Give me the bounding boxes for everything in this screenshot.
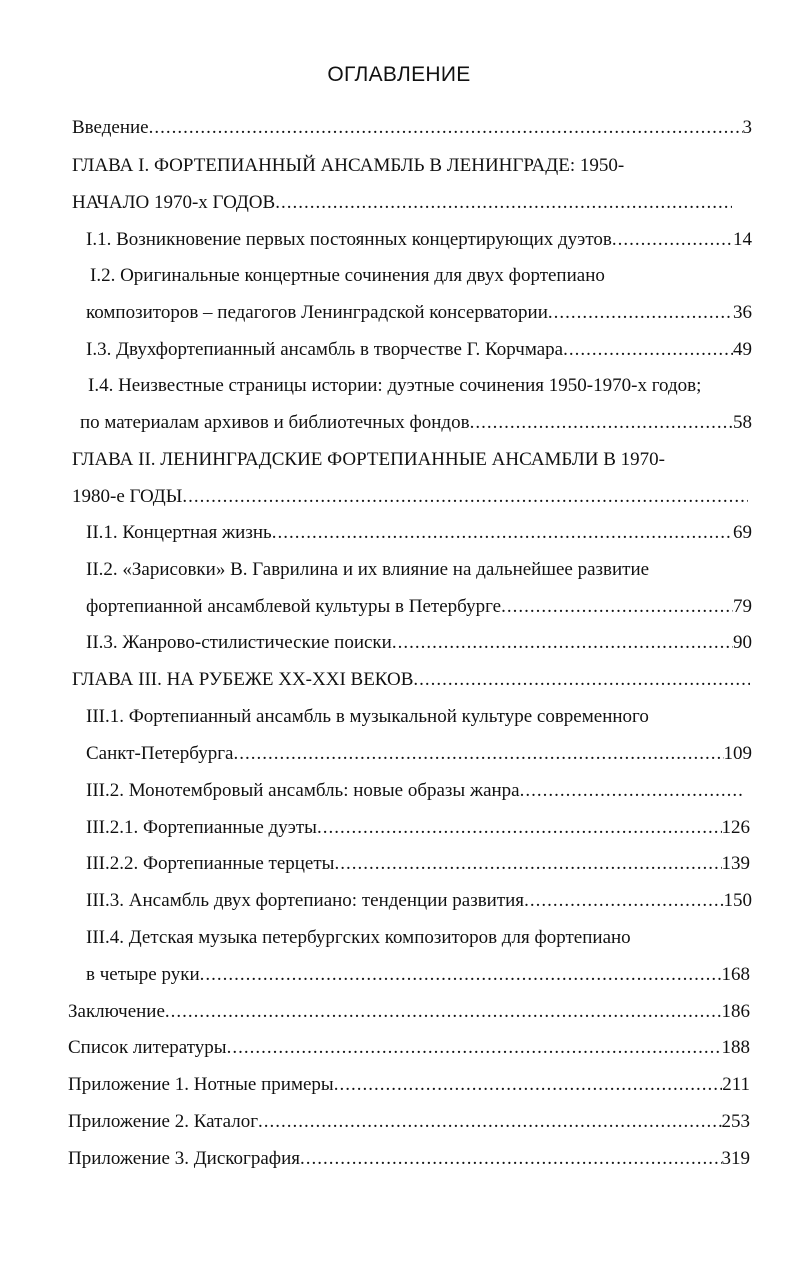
toc-section-2-2 (86, 557, 752, 583)
toc-entry-text: I.1. Возникновение первых постоянных концертирующих дуэтов (86, 229, 612, 250)
toc-entry-text: Список литературы (68, 1037, 227, 1058)
toc-chapter-1-heading-cont (72, 190, 732, 216)
dot-leader (413, 667, 750, 693)
toc-section-3-1 (86, 704, 752, 730)
toc-entry-text: в четыре руки (86, 964, 200, 985)
dot-leader (227, 1035, 722, 1061)
toc-page-number: 188 (721, 1037, 750, 1058)
toc-entry-text: Приложение 3. Дискография (68, 1148, 300, 1169)
toc-page-number: 319 (721, 1148, 750, 1169)
toc-section-1-2-cont (86, 300, 752, 326)
toc-section-2-2-cont (86, 594, 752, 620)
toc-section-2-1 (86, 520, 752, 546)
toc-page-number: 253 (721, 1111, 750, 1132)
toc-page-number: 3 (742, 117, 752, 138)
toc-page-number: 69 (733, 522, 752, 543)
toc-section-1-4-cont (80, 410, 752, 436)
toc-page-number: 126 (721, 817, 750, 838)
toc-entry-text: Санкт-Петербурга (86, 743, 234, 764)
toc-section-3-4 (86, 925, 752, 951)
toc-page-number: 36 (733, 302, 752, 323)
toc-entry-text: III.4. Детская музыка петербургских композиторов для фортепиано (86, 927, 631, 948)
toc-entry-text: III.2.2. Фортепианные терцеты (86, 853, 335, 874)
dot-leader (317, 815, 722, 841)
toc-section-3-1-cont (86, 741, 752, 767)
toc-chapter-3-heading (72, 667, 750, 693)
dot-leader (182, 484, 748, 510)
dot-leader (392, 630, 733, 656)
toc-entry-conclusion (68, 999, 750, 1025)
toc-entry-text: Заключение (68, 1001, 165, 1022)
toc-section-3-3 (86, 888, 752, 914)
toc-entry-text: III.2. Монотембровый ансамбль: новые образы жанра (86, 780, 520, 801)
toc-page-number: 168 (721, 964, 750, 985)
dot-leader (334, 1072, 723, 1098)
toc-entry-text: композиторов – педагогов Ленинградской консерватории (86, 302, 548, 323)
dot-leader (470, 410, 733, 436)
toc-entry-appendix-2 (68, 1109, 750, 1135)
toc-page-number: 109 (723, 743, 752, 764)
toc-entry-text: фортепианной ансамблевой культуры в Петербурге (86, 596, 502, 617)
toc-section-1-1 (86, 227, 752, 253)
dot-leader (258, 1109, 722, 1135)
toc-chapter-1-heading (72, 153, 752, 179)
toc-entry-text: II.2. «Зарисовки» В. Гаврилина и их влияние на дальнейшее развитие (86, 559, 650, 580)
dot-leader (548, 300, 733, 326)
toc-entry-text: I.3. Двухфортепианный ансамбль в творчестве Г. Корчмара (86, 339, 564, 360)
toc-page-number: 14 (733, 229, 752, 250)
toc-section-3-2 (86, 778, 742, 804)
toc-entry-text: НАЧАЛО 1970-х ГОДОВ (72, 192, 276, 213)
dot-leader (200, 962, 722, 988)
toc-page-number: 211 (722, 1074, 750, 1095)
dot-leader (272, 520, 733, 546)
dot-leader (334, 851, 721, 877)
toc-entry-text: Приложение 1. Нотные примеры (68, 1074, 334, 1095)
toc-section-3-2-2 (86, 851, 750, 877)
dot-leader (165, 999, 722, 1025)
toc-entry-text: III.3. Ансамбль двух фортепиано: тенденции развития (86, 890, 525, 911)
toc-page-number: 150 (723, 890, 752, 911)
toc-entry-text: I.2. Оригинальные концертные сочинения для двух фортепиано (90, 265, 605, 286)
toc-entry-text: I.4. Неизвестные страницы истории: дуэтные сочинения 1950-1970-х годов; (88, 375, 702, 396)
toc-entry-appendix-1 (68, 1072, 750, 1098)
toc-entry-text: ГЛАВА I. ФОРТЕПИАННЫЙ АНСАМБЛЬ В ЛЕНИНГРАДЕ: 1950- (72, 155, 625, 176)
toc-entry-introduction (72, 115, 752, 141)
toc-entry-text: III.1. Фортепианный ансамбль в музыкальной культуре современного (86, 706, 649, 727)
toc-page-number: 139 (721, 853, 750, 874)
toc-entry-text: II.3. Жанрово-стилистические поиски (86, 632, 392, 653)
dot-leader (300, 1146, 722, 1172)
dot-leader (233, 741, 723, 767)
toc-page-number: 49 (733, 339, 752, 360)
toc-entry-text: 1980-е ГОДЫ (72, 486, 183, 507)
toc-chapter-2-heading (72, 447, 752, 473)
dot-leader (149, 115, 743, 141)
toc-entry-text: II.1. Концертная жизнь (86, 522, 272, 543)
dot-leader (563, 337, 733, 363)
dot-leader (612, 227, 733, 253)
toc-section-3-4-cont (86, 962, 750, 988)
toc-entry-text: Введение (72, 117, 149, 138)
toc-section-1-3 (86, 337, 752, 363)
toc-page-number: 90 (733, 632, 752, 653)
toc-page-number: 58 (733, 412, 752, 433)
toc-entry-appendix-3 (68, 1146, 750, 1172)
toc-entry-text: по материалам архивов и библиотечных фондов (80, 412, 470, 433)
toc-entry-bibliography (68, 1035, 750, 1061)
toc-chapter-2-heading-cont (72, 484, 748, 510)
dot-leader (524, 888, 723, 914)
toc-section-3-2-1 (86, 815, 750, 841)
toc-page-number: 79 (733, 596, 752, 617)
toc-section-2-3 (86, 630, 752, 656)
toc-section-1-2 (90, 263, 752, 289)
dot-leader (501, 594, 733, 620)
toc-entry-text: Приложение 2. Каталог (68, 1111, 258, 1132)
page-title: ОГЛАВЛЕНИЕ (327, 63, 471, 86)
toc-entry-text: III.2.1. Фортепианные дуэты (86, 817, 317, 838)
toc-page-number: 186 (721, 1001, 750, 1022)
dot-leader (520, 778, 742, 804)
dot-leader (275, 190, 732, 216)
toc-section-1-4 (88, 373, 760, 399)
toc-entry-text: ГЛАВА II. ЛЕНИНГРАДСКИЕ ФОРТЕПИАННЫЕ АНСАМБЛИ В 1970- (72, 449, 665, 470)
toc-entry-text: ГЛАВА III. НА РУБЕЖЕ XX-XXI ВЕКОВ (72, 669, 414, 690)
